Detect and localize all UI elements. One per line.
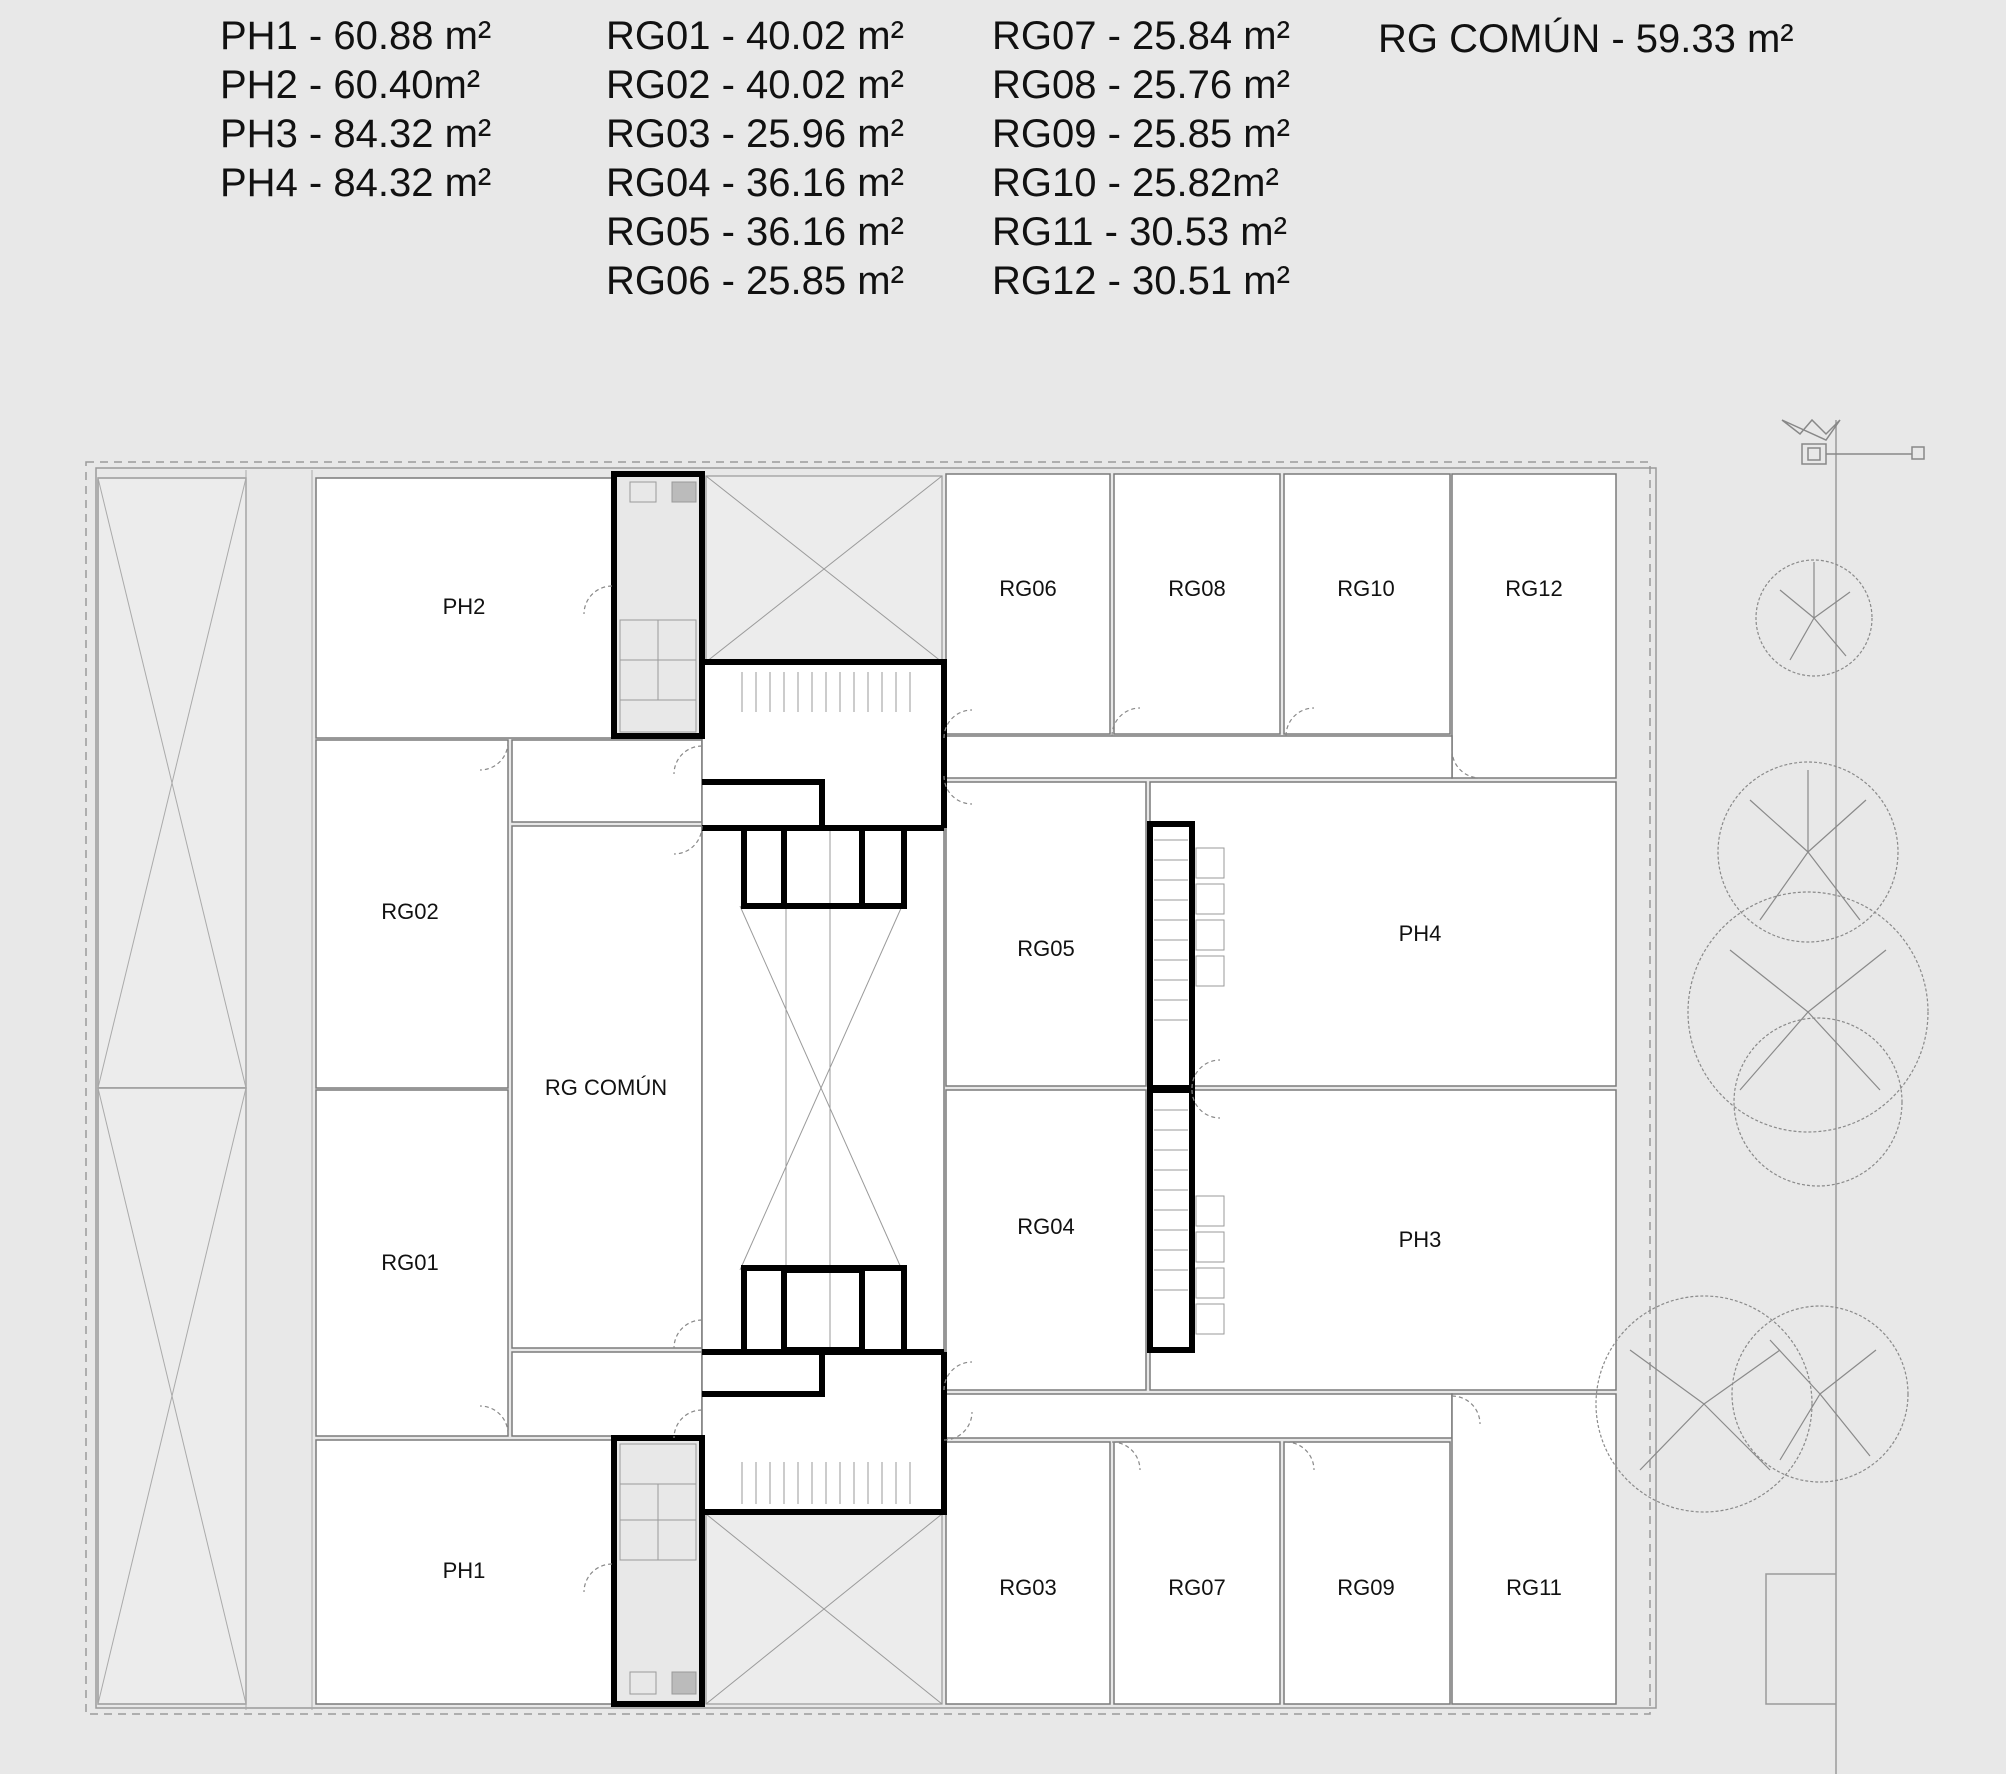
label-rg05: RG05 <box>1017 936 1075 961</box>
corridor-south-east <box>946 1394 1452 1438</box>
utility-marker <box>1782 420 1924 464</box>
room-ph4 <box>1150 782 1616 1086</box>
area-line: RG02 - 40.02 m² <box>606 63 904 107</box>
area-line: RG COMÚN - 59.33 m² <box>1378 17 1794 61</box>
area-line: RG06 - 25.85 m² <box>606 259 904 303</box>
area-line: RG01 - 40.02 m² <box>606 14 904 58</box>
room-rg09 <box>1284 1442 1450 1704</box>
corridor-south-west <box>512 1352 702 1436</box>
room-rg07 <box>1114 1442 1280 1704</box>
area-line: RG12 - 30.51 m² <box>992 259 1290 303</box>
label-rg04: RG04 <box>1017 1214 1075 1239</box>
label-rg10: RG10 <box>1337 576 1395 601</box>
area-line: RG10 - 25.82m² <box>992 161 1279 205</box>
area-line: PH1 - 60.88 m² <box>220 14 492 58</box>
area-line: RG04 - 36.16 m² <box>606 161 904 205</box>
label-ph2: PH2 <box>442 594 486 619</box>
area-line: RG07 - 25.84 m² <box>992 14 1290 58</box>
street-notch <box>1766 1574 1836 1704</box>
area-line: PH3 - 84.32 m² <box>220 112 492 156</box>
label-rg03: RG03 <box>999 1575 1057 1600</box>
label-rg-comun: RG COMÚN <box>544 1075 668 1100</box>
label-ph4: PH4 <box>1398 921 1442 946</box>
room-ph3 <box>1150 1090 1616 1390</box>
room-rg10 <box>1284 474 1450 734</box>
label-rg09: RG09 <box>1337 1575 1395 1600</box>
room-rg11 <box>1452 1394 1616 1704</box>
room-rg06 <box>946 474 1110 734</box>
area-line: RG03 - 25.96 m² <box>606 112 904 156</box>
area-line: RG05 - 36.16 m² <box>606 210 904 254</box>
label-rg01: RG01 <box>381 1250 439 1275</box>
room-rg04 <box>946 1090 1146 1390</box>
label-rg08: RG08 <box>1168 576 1226 601</box>
label-rg12: RG12 <box>1505 576 1563 601</box>
corridor-north-west <box>512 740 702 822</box>
room-rg08 <box>1114 474 1280 734</box>
label-ph1: PH1 <box>442 1558 486 1583</box>
room-rg12 <box>1452 474 1616 778</box>
area-line: PH2 - 60.40m² <box>220 63 481 107</box>
label-rg07: RG07 <box>1168 1575 1226 1600</box>
area-line: RG09 - 25.85 m² <box>992 112 1290 156</box>
area-line: RG11 - 30.53 m² <box>992 210 1287 254</box>
area-line: RG08 - 25.76 m² <box>992 63 1290 107</box>
label-rg06: RG06 <box>999 576 1057 601</box>
room-rg03 <box>946 1442 1110 1704</box>
parking-zone <box>98 478 246 1704</box>
room-rg05 <box>946 782 1146 1086</box>
label-ph3: PH3 <box>1398 1227 1442 1252</box>
tree-icons <box>1596 560 1928 1512</box>
corridor-north-east <box>946 736 1452 778</box>
label-rg02: RG02 <box>381 899 439 924</box>
area-line: PH4 - 84.32 m² <box>220 161 492 205</box>
label-rg11: RG11 <box>1506 1575 1562 1600</box>
